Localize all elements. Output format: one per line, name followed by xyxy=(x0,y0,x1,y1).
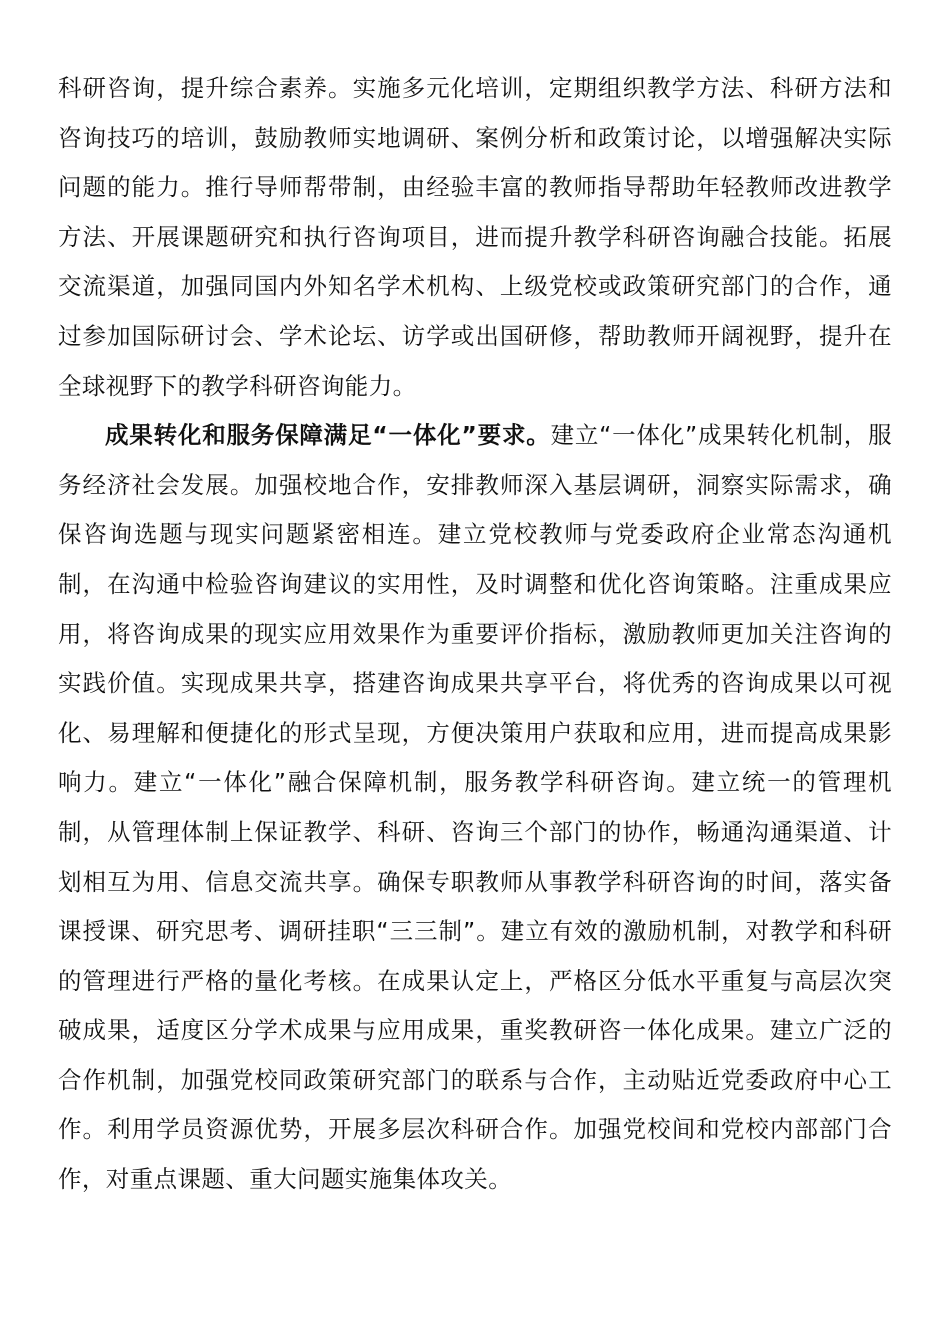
paragraph-1-text: 科研咨询，提升综合素养。实施多元化培训，定期组织教学方法、科研方法和咨询技巧的培训，鼓励教师实地调研、案例分析和政策讨论，以增强解决实际问题的能力。推行导师帮带制，由经验丰富的教师指导帮助年轻教师改进教学方法、开展课题研究和执行咨询项目，进而提升教学科研咨询融合技能。拓展交流渠道，加强同国内外知名学术机构、上级党校或政策研究部门的合作，通过参加国际研讨会、学术论坛、访学或出国研修，帮助教师开阔视野，提升在全球视野下的教学科研咨询能力。 xyxy=(58,74,892,400)
paragraph-2-text: 建立“一体化”成果转化机制，服务经济社会发展。加强校地合作，安排教师深入基层调研，洞察实际需求，确保咨询选题与现实问题紧密相连。建立党校教师与党委政府企业常态沟通机制，在沟通中检验咨询建议的实用性，及时调整和优化咨询策略。注重成果应用，将咨询成果的现实应用效果作为重要评价指标，激励教师更加关注咨询的实践价值。实现成果共享，搭建咨询成果共享平台，将优秀的咨询成果以可视化、易理解和便捷化的形式呈现，方便决策用户获取和应用，进而提高成果影响力。建立“一体化”融合保障机制，服务教学科研咨询。建立统一的管理机制，从管理体制上保证教学、科研、咨询三个部门的协作，畅通沟通渠道、计划相互为用、信息交流共享。确保专职教师从事教学科研咨询的时间，落实备课授课、研究思考、调研挂职“三三制”。建立有效的激励机制，对教学和科研的管理进行严格的量化考核。在成果认定上，严格区分低水平重复与高层次突破成果，适度区分学术成果与应用成果，重奖教研咨一体化成果。建立广泛的合作机制，加强党校同政策研究部门的联系与合作，主动贴近党委政府中心工作。利用学员资源优势，开展多层次科研合作。加强党校间和党校内部部门合作，对重点课题、重大问题实施集体攻关。 xyxy=(58,421,892,1194)
paragraph-2-heading: 成果转化和服务保障满足“一体化”要求。 xyxy=(105,421,551,450)
paragraph-2 xyxy=(58,411,892,1205)
paragraph-1 xyxy=(58,64,892,411)
document-page xyxy=(58,64,892,1205)
